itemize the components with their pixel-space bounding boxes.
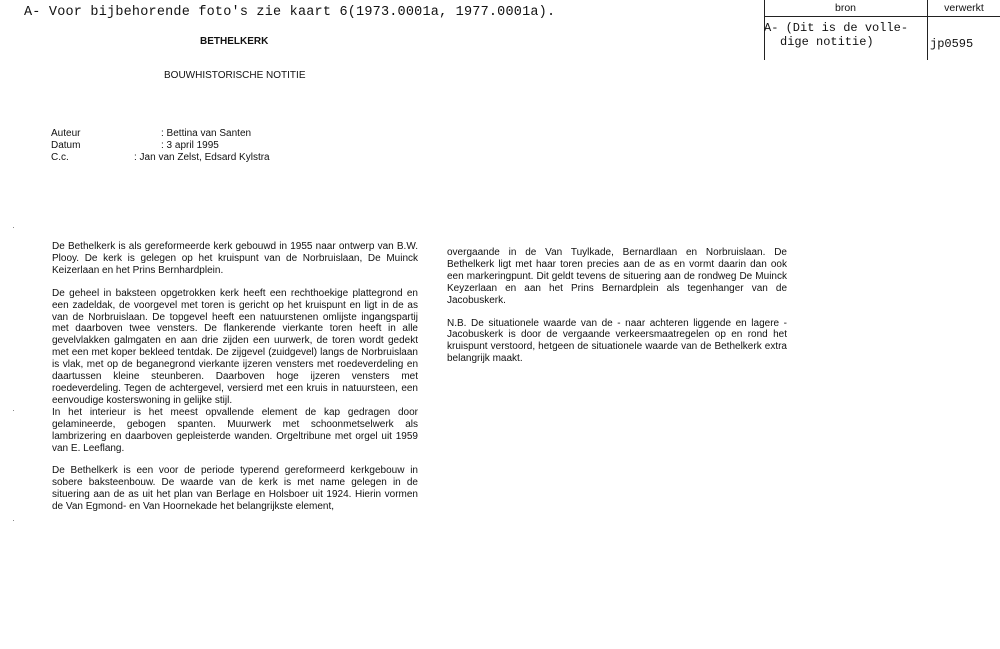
meta-value: : Jan van Zelst, Edsard Kylstra (134, 152, 270, 163)
document-title: BETHELKERK (200, 36, 269, 47)
meta-value: : 3 april 1995 (161, 140, 219, 151)
scan-speck: · (12, 405, 15, 415)
paragraph: In het interieur is het meest opvallende element de kap gedragen door gelamineerde, gebogen spanten. Muurwerk met schoonmetselwerk als lambrizering en daarboven gepleisterde wanden. Orgeltribune met orgel uit 1959 van E. Leeflang. (52, 406, 418, 454)
source-table (764, 0, 1000, 60)
paragraph: overgaande in de Van Tuylkade, Bernardlaan en Norbruislaan. De Bethelkerk ligt met haar toren precies aan de as en vormt daarin dan ook een markeringpunt. Dit geldt tevens de situering aan de rondweg De Muinck Keyzerlaan en aan het Prins Bernardplein als tegenhanger van de Jacobuskerk. (447, 247, 787, 306)
meta-label: Auteur (51, 128, 81, 139)
typed-photo-reference-note: A- Voor bijbehorende foto's zie kaart 6(1973.0001a, 1977.0001a). (24, 5, 556, 20)
scan-speck: · (12, 222, 15, 232)
verwerkt-header: verwerkt (944, 2, 984, 14)
body-column-left (52, 241, 418, 524)
bron-entry-line-2: dige notitie) (780, 35, 874, 49)
document-subtitle: BOUWHISTORISCHE NOTITIE (164, 70, 306, 81)
paragraph: De Bethelkerk is een voor de periode typerend gereformeerd kerkgebouw in sobere baksteenbouw. De waarde van de kerk is met name gelegen in de situering aan de as uit het plan van Berlage en Holsboer uit 1924. Hierin vormen de Van Egmond- en Van Hoornekade het belangrijkste element, (52, 465, 418, 513)
bron-entry-line-1: A- (Dit is de volle- (764, 21, 909, 35)
bron-header: bron (834, 2, 856, 14)
scan-speck: · (12, 515, 15, 525)
paragraph: De Bethelkerk is als gereformeerde kerk gebouwd in 1955 naar ontwerp van B.W. Plooy. De kerk is gelegen op het kruispunt van de Norbruislaan, De Muinck Keizerlaan en het Prins Bernhardplein. (52, 241, 418, 276)
paragraph: De geheel in baksteen opgetrokken kerk heeft een rechthoekige plattegrond en een zadeldak, de voorgevel met toren is gericht op het kruispunt en ligt in de as van de Norbruislaan. De topgevel heeft een natuurstenen omlijste ingangspartij met daarboven twee vensters. De flankerende vierkante toren heeft in alle gevelvlakken galmgaten en aan drie zijden een uurwerk, de toren wordt gedekt met een met koper bekleed tentdak. De zijgevel (zuidgevel) langs de Norbruislaan is vlak, met op de beganegrond vierkante ijzeren vensters met roedeverdeling en daartussen kleine steunberen. Daarboven hoge ijzeren vensters met roedeverdeling. Tegen de achtergevel, versierd met een kruis in natuursteen, een eenvoudige kosterswoning in gelijke stijl. (52, 287, 418, 406)
meta-value: : Bettina van Santen (161, 128, 252, 139)
verwerkt-entry: jp0595 (930, 37, 974, 51)
paragraph: N.B. De situationele waarde van de - naar achteren liggende en lagere - Jacobuskerk is door de vergaande verkeersmaatregelen op en rond het kruispunt verstoord, hetgeen de situationele waarde van de Bethelkerk extra belangrijk maakt. (447, 317, 787, 365)
meta-label: C.c. (51, 152, 69, 163)
meta-label: Datum (51, 140, 81, 151)
body-column-right (447, 247, 787, 376)
